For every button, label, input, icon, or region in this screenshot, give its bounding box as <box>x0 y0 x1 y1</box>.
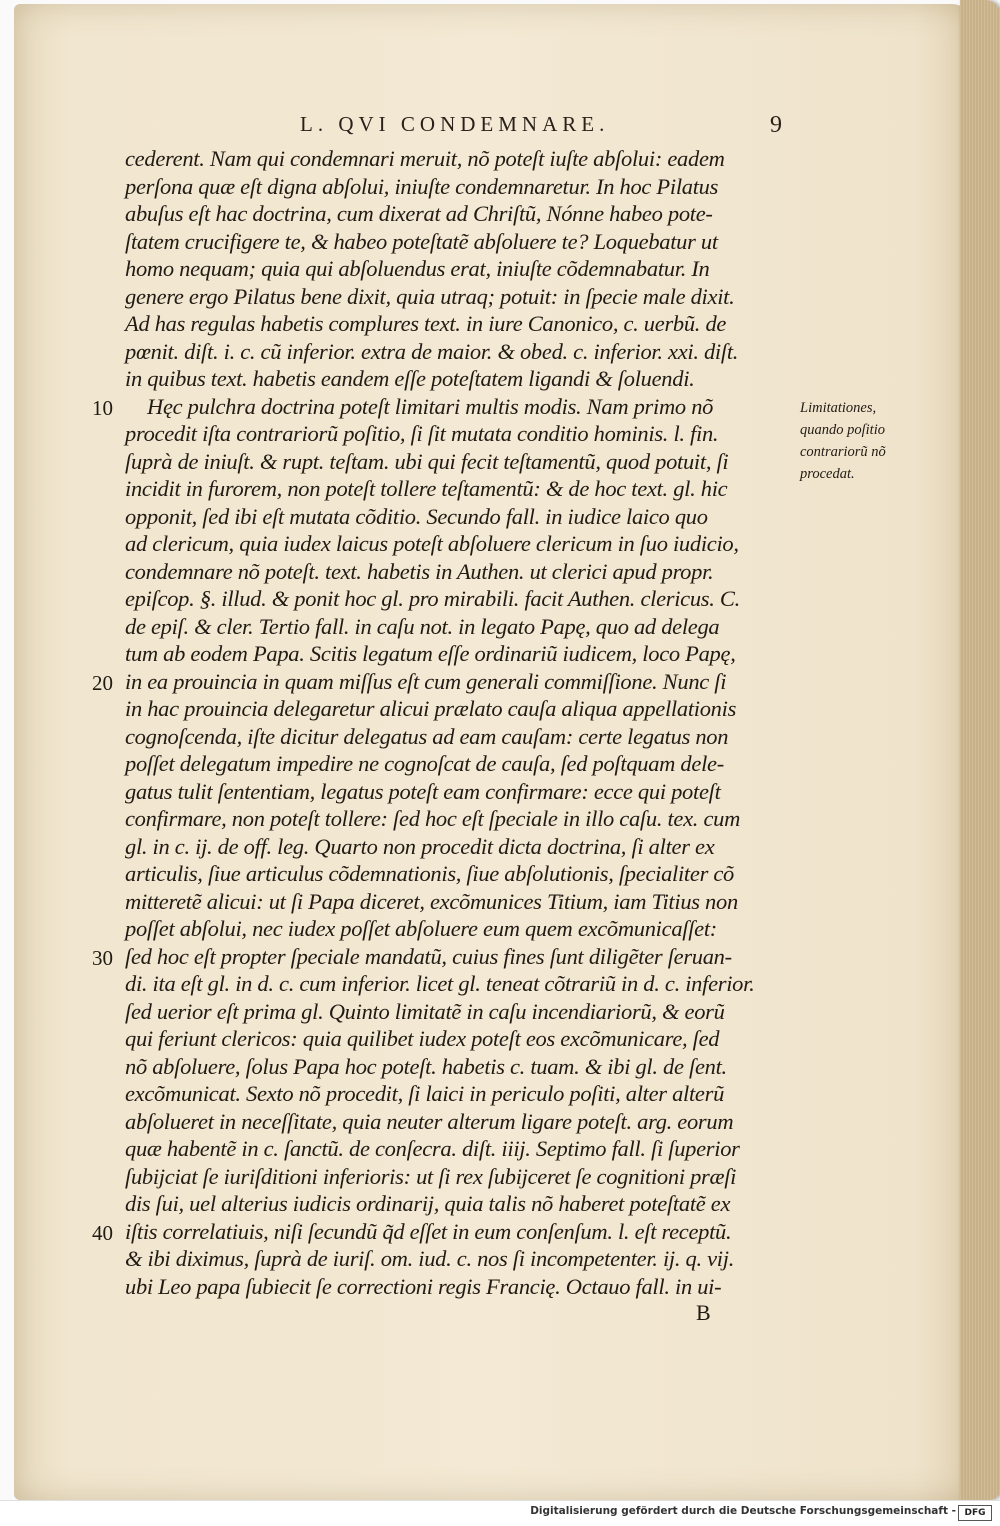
margin-note-line: procedat. <box>800 466 855 482</box>
signature-mark: B <box>696 1300 711 1325</box>
dfg-logo: DFG <box>958 1505 992 1521</box>
text-line: in hac prouincia delegaretur alicui prælato cauſa aliqua appellationis <box>125 696 737 721</box>
text-line: opponit, ſed ibi eſt mutata cõditio. Secundo fall. in iudice laico quo <box>125 503 708 529</box>
text-line: articulis, ſiue articulus cõdemnationis, ſiue abſolutionis, ſpecialiter cõ <box>125 861 734 886</box>
text-line: ſed uerior eſt prima gl. Quinto limitatẽ in caſu incendiariorũ, & eorũ <box>125 998 725 1024</box>
text-line: ſuprà de iniuſt. & rupt. teſtam. ubi qui fecit teſtamentũ, quod potuit, ſi <box>125 448 729 474</box>
text-line: in quibus text. habetis eandem eſſe poteſtatem ligandi & ſoluendi. <box>125 366 695 391</box>
text-line: mitteretẽ alicui: ut ſi Papa diceret, excõmunices Titium, iam Titius non <box>125 888 738 914</box>
text-line: condemnare nõ poteſt. text. habetis in Authen. ut clerici apud propr. <box>125 558 714 584</box>
text-line: homo nequam; quia qui abſoluendus erat, iniuſte cõdemnabatur. In <box>125 256 710 281</box>
text-line: dis ſui, uel alterius iudicis ordinarij, quia talis nõ haberet poteſtatẽ ex <box>125 1191 731 1216</box>
main-text-block <box>125 145 797 1328</box>
text-line: ad clericum, quia iudex laicus poteſt abſoluere clericum in ſuo iudicio, <box>125 531 739 556</box>
text-line: genere ergo Pilatus bene dixit, quia utraq; potuit: in ſpecie male dixit. <box>125 283 735 309</box>
footer-bar <box>0 1500 1000 1526</box>
margin-note-line: quando poſitio <box>800 422 885 438</box>
line-number-10: 10 <box>92 396 113 420</box>
text-line: excõmunicat. Sexto nõ procedit, ſi laici in periculo poſiti, alter alterũ <box>125 1081 725 1106</box>
text-line: de epiſ. & cler. Tertio fall. in caſu not. in legato Papę, quo ad delega <box>125 613 720 639</box>
text-line: gl. in c. ij. de off. leg. Quarto non procedit dicta doctrina, ſi alter ex <box>125 833 715 859</box>
text-line: poſſet abſolui, nec iudex poſſet abſoluere eum quem excõmunicaſſet: <box>125 916 718 941</box>
text-line: epiſcop. §. illud. & ponit hoc gl. pro mirabili. facit Authen. clericus. C. <box>125 586 740 611</box>
text-line: gatus tulit ſententiam, legatus poteſt eam confirmare: ecce qui poteſt <box>125 778 721 804</box>
page-edges <box>960 0 1000 1500</box>
text-line: confirmare, non poteſt tollere: ſed hoc eſt ſpeciale in illo caſu. tex. cum <box>125 806 741 831</box>
text-line: iſtis correlatiuis, niſi ſecundũ q̃d eſſet in eum conſenſum. l. eſt receptũ. <box>125 1218 732 1244</box>
running-title: L. QVI CONDEMNARE. <box>300 112 610 136</box>
text-line: di. ita eſt gl. in d. c. cum inferior. licet gl. teneat cõtrariũ in d. c. inferior. <box>125 971 755 996</box>
line-number-40: 40 <box>92 1221 113 1245</box>
text-line: ubi Leo papa ſubiecit ſe correctioni regis Francię. Octauo fall. in ui- <box>125 1273 722 1299</box>
text-line: nõ abſoluere, ſolus Papa hoc poteſt. habetis c. tuam. & ibi gl. de ſent. <box>125 1053 727 1079</box>
text-line: ſtatem crucifigere te, & habeo poteſtatẽ abſoluere te? Loquebatur ut <box>125 228 718 254</box>
text-line: & ibi diximus, ſuprà de iuriſ. om. iud. c. nos ſi incompetenter. ij. q. vij. <box>125 1246 735 1271</box>
text-line: Ad has regulas habetis complures text. in iure Canonico, c. uerbũ. de <box>125 311 727 336</box>
text-line: perſona quæ eſt digna abſolui, iniuſte condemnaretur. In hoc Pilatus <box>125 173 719 199</box>
text-line: ſed hoc eſt propter ſpeciale mandatũ, cuius fines ſunt diligẽter ſeruan- <box>125 943 732 969</box>
line-number-30: 30 <box>92 946 113 970</box>
text-line: quæ habentẽ in c. ſanctũ. de conſecra. diſt. iiij. Septimo fall. ſi ſuperior <box>125 1136 740 1161</box>
text-line: abuſus eſt hac doctrina, cum dixerat ad Chriſtũ, Nónne habeo pote- <box>125 201 713 226</box>
text-line: in ea prouincia in quam miſſus eſt cum generali commiſſione. Nunc ſi <box>125 668 727 694</box>
text-line: abſolueret in neceſſitate, quia neuter alterum ligare poteſt. arg. eorum <box>125 1108 734 1134</box>
text-line: cognoſcenda, iſte dicitur delegatus ad eam cauſam: certe legatus non <box>125 723 729 749</box>
text-line: pœnit. diſt. i. c. cũ inferior. extra de maior. & obed. c. inferior. xxi. diſt. <box>125 338 739 364</box>
text-line: tum ab eodem Papa. Scitis legatum eſſe ordinariũ iudicem, loco Papę, <box>125 641 736 666</box>
margin-note <box>800 397 900 485</box>
text-line: Hęc pulchra doctrina poteſt limitari multis modis. Nam primo nõ <box>147 393 714 419</box>
line-number-20: 20 <box>92 671 113 695</box>
text-line: cederent. Nam qui condemnari meruit, nõ poteſt iuſte abſolui: eadem <box>125 146 725 171</box>
text-line: incidit in furorem, non poteſt tollere teſtamentũ: & de hoc text. gl. hic <box>125 476 728 501</box>
funding-credit: Digitalisierung gefördert durch die Deutsche Forschungsgemeinschaft - <box>530 1505 956 1517</box>
text-line: poſſet delegatum impedire ne cognoſcat de cauſa, ſed poſtquam dele- <box>125 751 724 776</box>
folio-number: 9 <box>770 112 782 138</box>
margin-note-line: Limitationes, <box>800 400 877 416</box>
text-line: ſubijciat ſe iuriſditioni inferioris: ut ſi rex ſubijceret ſe cognitioni præſi <box>125 1163 737 1189</box>
margin-note-line: contrariorũ nõ <box>800 444 886 460</box>
text-line: procedit iſta contrariorũ poſitio, ſi ſit mutata conditio hominis. l. fin. <box>125 421 719 446</box>
text-line: qui feriunt clericos: quia quilibet iudex poteſt eos excõmunicare, ſed <box>125 1026 720 1051</box>
